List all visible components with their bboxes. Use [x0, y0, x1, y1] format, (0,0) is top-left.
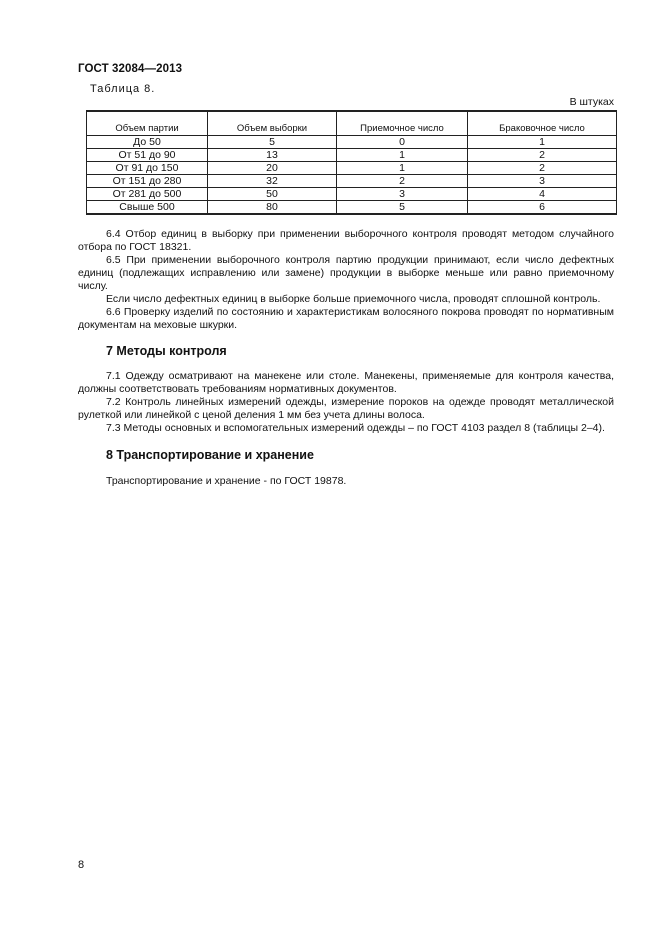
table-cell: 2	[468, 162, 617, 175]
table-cell: До 50	[87, 136, 208, 149]
table-cell: От 151 до 280	[87, 175, 208, 188]
column-header: Объем партии	[87, 111, 208, 136]
table-cell: 1	[337, 149, 468, 162]
paragraph-7-1: 7.1 Одежду осматривают на манекене или столе. Манекены, применяемые для контроля качества, должны соответствовать требованиям нормативных документов.	[78, 370, 614, 395]
table-cell: 4	[468, 188, 617, 201]
paragraph-6-4: 6.4 Отбор единиц в выборку при применении выборочного контроля проводят методом случайного отбора по ГОСТ 18321.	[78, 228, 614, 253]
table-row	[87, 201, 617, 215]
page-number: 8	[78, 859, 85, 871]
table-cell: 0	[337, 136, 468, 149]
table-cell: 20	[208, 162, 337, 175]
section-8-text	[78, 475, 614, 488]
section-8-heading: 8 Транспортирование и хранение	[106, 448, 314, 462]
table-cell: 2	[468, 149, 617, 162]
document-code: ГОСТ 32084—2013	[78, 63, 183, 75]
table-cell: 5	[208, 136, 337, 149]
table-cell: 1	[337, 162, 468, 175]
table-cell: От 51 до 90	[87, 149, 208, 162]
table-row	[87, 149, 617, 162]
table-cell: 3	[468, 175, 617, 188]
column-header: Объем выборки	[208, 111, 337, 136]
table-cell: 5	[337, 201, 468, 215]
table-cell: Свыше 500	[87, 201, 208, 215]
sampling-table	[86, 110, 617, 215]
table-cell: 3	[337, 188, 468, 201]
section-7-heading: 7 Методы контроля	[106, 344, 227, 358]
paragraph-6-5-continued: Если число дефектных единиц в выборке больше приемочного числа, проводят сплошной контроль.	[106, 293, 601, 305]
table-header-row	[87, 111, 617, 136]
paragraph-6-5: 6.5 При применении выборочного контроля партию продукции принимают, если число дефектных единиц (подлежащих исправлению или замене) продукции в выборке меньше или равно приемочному числу.	[78, 254, 614, 292]
table-caption: Таблица 8.	[90, 83, 156, 95]
section-6-text	[78, 228, 614, 332]
table-row	[87, 175, 617, 188]
paragraph-6-6: 6.6 Проверку изделий по состоянию и характеристикам волосяного покрова проводят по нормативным документам на меховые шкурки.	[78, 306, 614, 331]
paragraph-8: Транспортирование и хранение - по ГОСТ 19878.	[106, 475, 347, 487]
table-cell: От 281 до 500	[87, 188, 208, 201]
table-row	[87, 162, 617, 175]
table-cell: От 91 до 150	[87, 162, 208, 175]
table-row	[87, 136, 617, 149]
table-cell: 50	[208, 188, 337, 201]
paragraph-7-3: 7.3 Методы основных и вспомогательных измерений одежды – по ГОСТ 4103 раздел 8 (таблицы 2–4).	[106, 422, 605, 434]
table-units: В штуках	[569, 96, 614, 108]
paragraph-7-2: 7.2 Контроль линейных измерений одежды, измерение пороков на одежде проводят металлической рулеткой или линейкой с ценой деления 1 мм без учета длины волоса.	[78, 396, 614, 421]
table-cell: 6	[468, 201, 617, 215]
table-row	[87, 188, 617, 201]
table-cell: 1	[468, 136, 617, 149]
column-header: Приемочное число	[337, 111, 468, 136]
table-cell: 13	[208, 149, 337, 162]
column-header: Браковочное число	[468, 111, 617, 136]
table-cell: 80	[208, 201, 337, 215]
table-cell: 32	[208, 175, 337, 188]
section-7-text	[78, 370, 614, 435]
table-cell: 2	[337, 175, 468, 188]
